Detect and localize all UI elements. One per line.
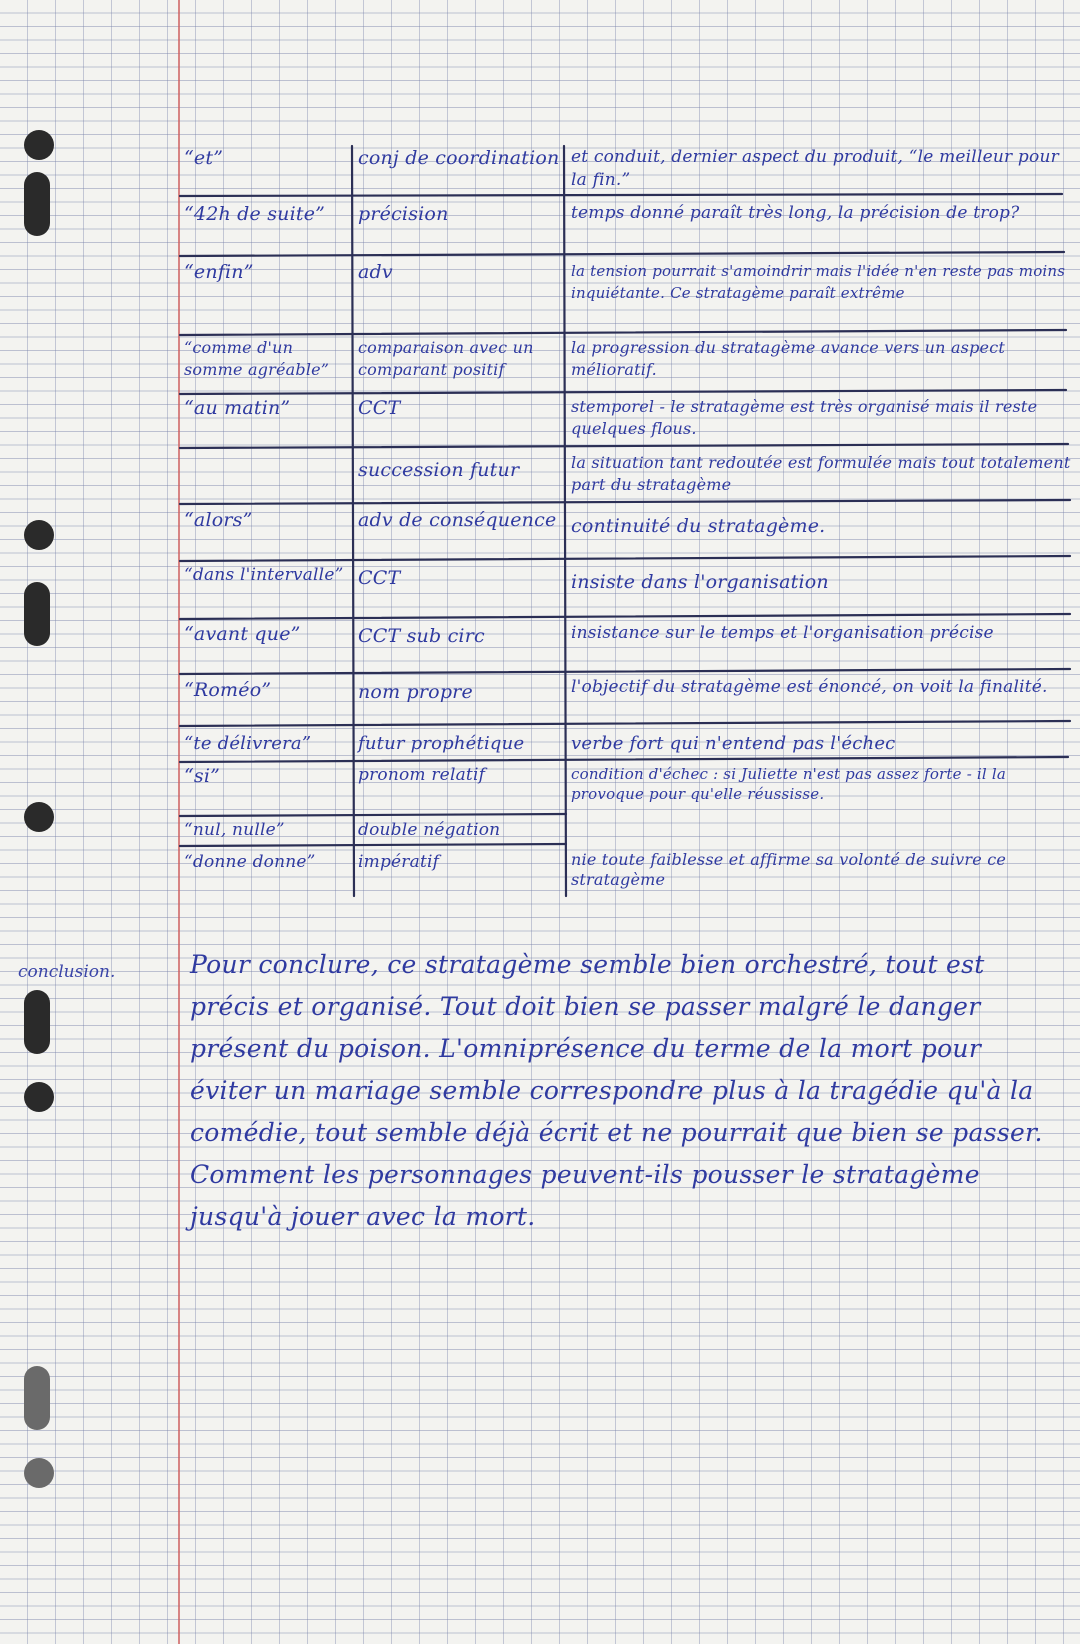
table-cell-interpretation: insistance sur le temps et l'organisation précise (571, 623, 994, 643)
conclusion-label: conclusion. (18, 962, 116, 982)
binder-hole (24, 1366, 50, 1430)
table-cell-interpretation: nie toute faiblesse et affirme sa volonté de suivre ce stratagème (571, 850, 1007, 889)
binder-hole (24, 582, 50, 646)
table-cell-interpretation: l'objectif du stratagème est énoncé, on voit la finalité. (571, 677, 1048, 697)
table-cell-quote: “alors” (184, 509, 253, 531)
table-cell-quote: “dans l'intervalle” (184, 565, 344, 585)
table-cell-interpretation: verbe fort qui n'entend pas l'échec (571, 733, 896, 754)
table-cell-interpretation: condition d'échec : si Juliette n'est pas assez forte - il la provoque pour qu'elle réussisse. (571, 765, 1007, 803)
table-cell-quote: “avant que” (184, 623, 301, 645)
binder-hole (24, 1458, 54, 1488)
table-cell-quote: “comme d'un somme agréable” (184, 338, 330, 379)
table-cell-interpretation: la situation tant redoutée est formulée mais tout totalement part du stratagème (571, 453, 1071, 494)
table-cell-analysis: double négation (358, 820, 501, 840)
table-cell-quote: “42h de suite” (184, 203, 326, 225)
table-cell-analysis: comparaison avec un comparant positif (358, 338, 534, 379)
table-cell-interpretation: et conduit, dernier aspect du produit, “le meilleur pour la fin.” (571, 147, 1059, 190)
table-cell-analysis: CCT sub circ (358, 625, 485, 647)
table-cell-quote: “Roméo” (184, 679, 272, 701)
table-cell-analysis: adv de conséquence (358, 509, 557, 531)
table-cell-quote: “nul, nulle” (184, 820, 285, 840)
table-cell-analysis: adv (358, 261, 393, 283)
binder-hole (24, 130, 54, 160)
binder-hole (24, 520, 54, 550)
table-cell-quote: “si” (184, 765, 221, 787)
table-cell-quote: “te délivrera” (184, 733, 312, 754)
binder-hole (24, 1082, 54, 1112)
table-cell-quote: “enfin” (184, 261, 254, 283)
table-cell-analysis: pronom relatif (358, 765, 486, 785)
table-cell-analysis: succession futur (358, 459, 520, 481)
table-cell-interpretation: stemporel - le stratagème est très organisé mais il reste quelques flous. (571, 397, 1038, 438)
table-cell-analysis: conj de coordination (358, 147, 560, 169)
table-cell-analysis: CCT (358, 397, 401, 419)
table-cell-analysis: futur prophétique (358, 733, 525, 754)
binder-hole (24, 172, 50, 236)
table-cell-quote: “donne donne” (184, 852, 316, 872)
margin-line (178, 0, 180, 1644)
table-cell-analysis: précision (358, 203, 449, 225)
binder-hole (24, 802, 54, 832)
conclusion-paragraph: Pour conclure, ce stratagème semble bien orchestré, tout est précis et organisé. Tout doit bien se passer malgré le danger présent du poison. L'omniprésence du terme de la mort pour éviter un mariage semble correspondre plus à la tragédie qu'à la comédie, tout semble déjà écrit et ne pourrait que bien se passer. Comment les personnages peuvent-ils pousser le stratagème jusqu'à jouer avec la mort. (190, 950, 1043, 1231)
table-cell-analysis: impératif (358, 852, 440, 872)
table-cell-quote: “au matin” (184, 397, 291, 419)
binder-hole (24, 990, 50, 1054)
table-cell-quote: “et” (184, 147, 224, 169)
table-cell-interpretation: temps donné paraît très long, la précision de trop? (571, 203, 1020, 223)
table-cell-interpretation: insiste dans l'organisation (571, 571, 829, 593)
table-cell-interpretation: continuité du stratagème. (571, 515, 826, 537)
table-cell-analysis: nom propre (358, 681, 473, 703)
table-cell-analysis: CCT (358, 567, 401, 589)
table-cell-interpretation: la progression du stratagème avance vers un aspect mélioratif. (571, 338, 1005, 379)
table-cell-interpretation: la tension pourrait s'amoindrir mais l'idée n'en reste pas moins inquiétante. Ce stratagème paraît extrême (571, 262, 1066, 302)
